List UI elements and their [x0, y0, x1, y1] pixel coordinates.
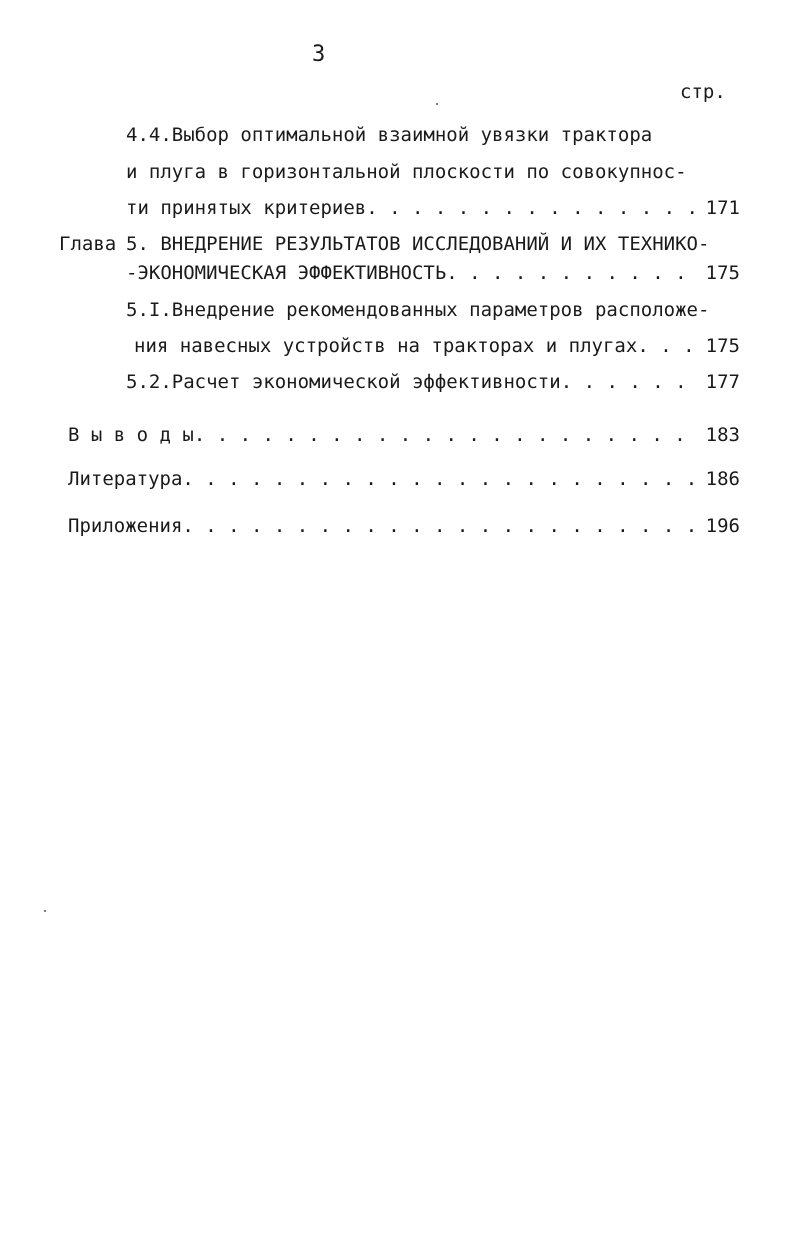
toc-entry-4-4-page: 171: [705, 197, 740, 219]
chapter-5-prefix: Глава: [59, 233, 117, 255]
chapter-5-last-line: [126, 264, 740, 283]
toc-entry-5-1-last-line: [134, 337, 740, 356]
chapter-5-line-2: -ЭКОНОМИЧЕСКАЯ ЭФФЕКТИВНОСТЬ: [126, 262, 447, 284]
literature-page: 186: [705, 468, 740, 490]
toc-entry-5-2-page: 177: [705, 371, 740, 393]
chapter-5-line-1: 5. ВНЕДРЕНИЕ РЕЗУЛЬТАТОВ ИССЛЕДОВАНИЙ И ИХ ТЕХНИКО-: [126, 233, 710, 255]
appendices-label: Приложения: [68, 515, 183, 537]
dot-leader: [182, 470, 695, 489]
toc-entry-4-4-last-line: [126, 199, 740, 218]
dot-leader: [446, 264, 695, 283]
dot-leader: [366, 199, 695, 218]
dot-leader: [194, 426, 696, 445]
toc-entry-literature: [68, 470, 740, 489]
toc-entry-5-2-line-1: 5.2.Расчет экономической эффективности: [126, 371, 561, 393]
chapter-5-page: 175: [705, 262, 740, 284]
dot-leader: [561, 373, 696, 392]
dot-leader: [637, 337, 695, 356]
toc-entry-appendices: [68, 517, 740, 536]
scan-speck: [44, 910, 46, 912]
toc-entry-5-1-line-2: ния навесных устройств на тракторах и плугах: [134, 335, 638, 357]
page-column-header: стр.: [680, 81, 726, 103]
dot-leader: [182, 517, 695, 536]
page-number: 3: [312, 42, 326, 67]
toc-entry-5-1-page: 175: [705, 335, 740, 357]
toc-entry-4-4-line-3: ти принятых критериев: [126, 197, 367, 219]
scan-speck: [436, 103, 438, 105]
conclusions-label: В ы в о д ы: [68, 424, 194, 446]
toc-entry-4-4-line-2: и плуга в горизонтальной плоскости по совокупнос-: [126, 161, 687, 183]
appendices-page: 196: [705, 515, 740, 537]
toc-entry-5-1-line-1: 5.I.Внедрение рекомендованных параметров расположе-: [126, 299, 710, 321]
toc-entry-conclusions: [68, 426, 740, 445]
toc-entry-4-4-line-1: 4.4.Выбор оптимальной взаимной увязки трактора: [126, 124, 653, 146]
toc-entry-5-2: [126, 373, 740, 392]
literature-label: Литература: [68, 468, 183, 490]
conclusions-page: 183: [705, 424, 740, 446]
